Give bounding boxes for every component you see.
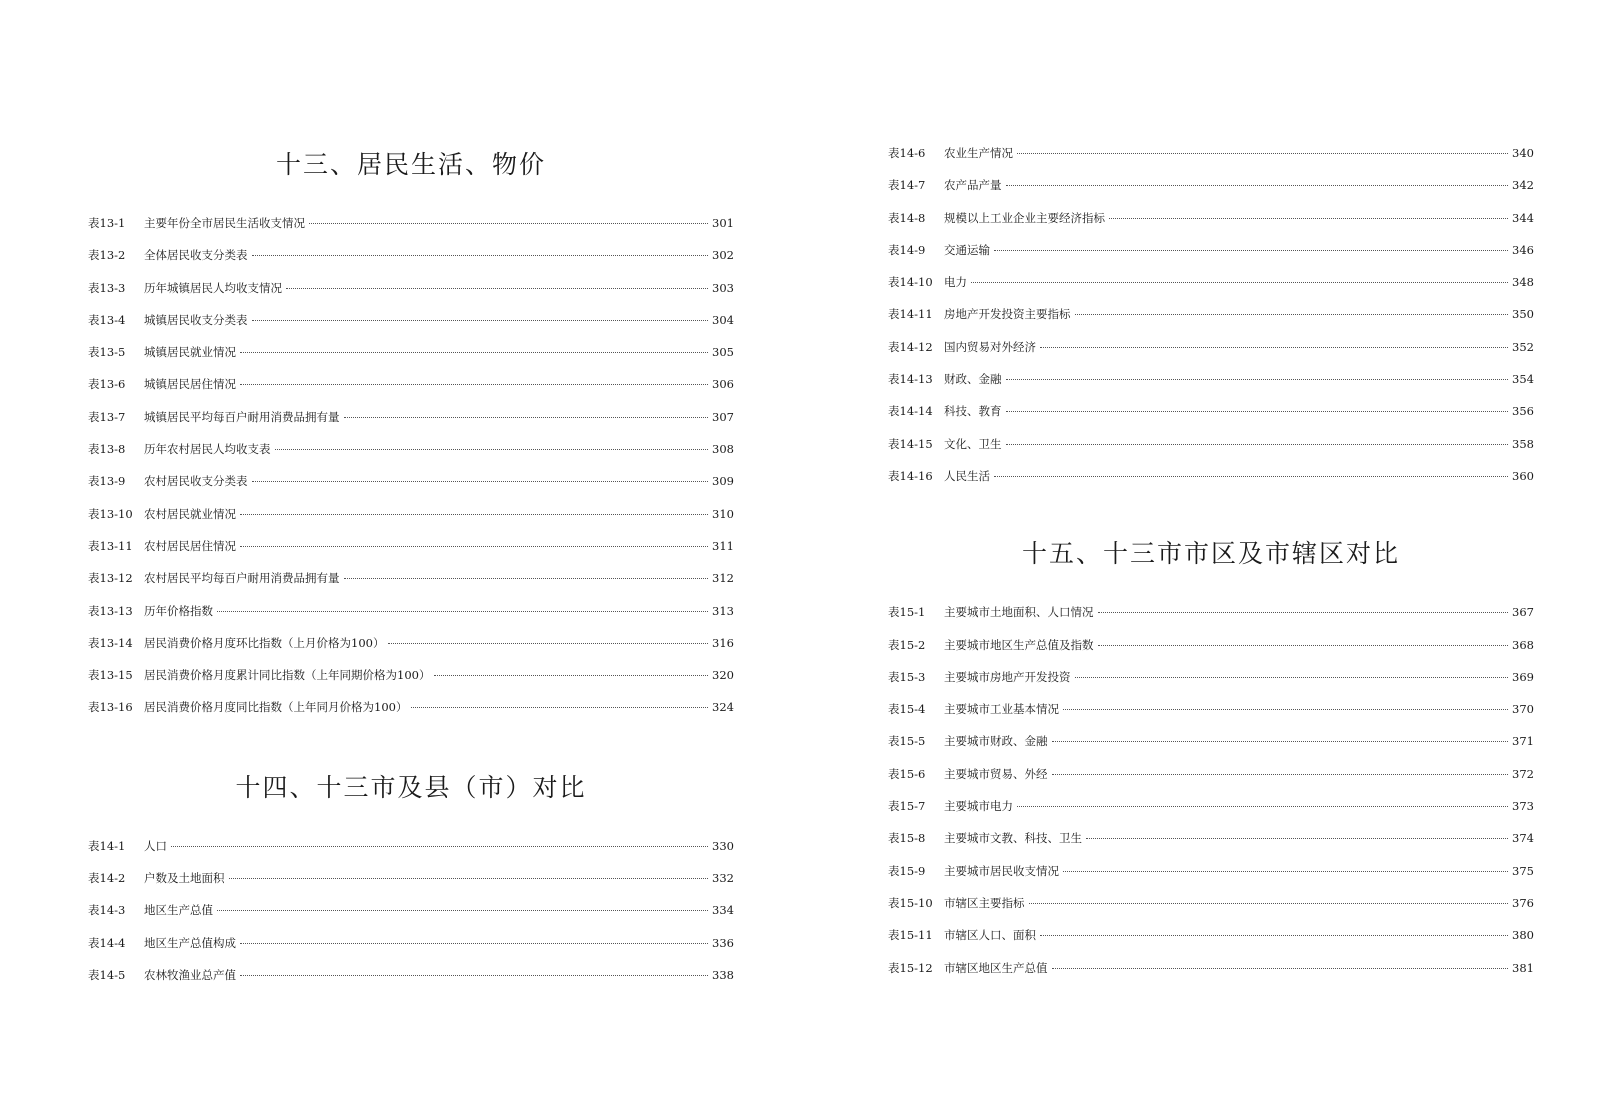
toc-entry-code: 表15-8 xyxy=(888,831,926,846)
toc-entry[interactable] xyxy=(888,830,1534,862)
toc-entry-title: 主要城市电力 xyxy=(944,799,1013,814)
toc-entry[interactable] xyxy=(888,403,1534,435)
toc-dot-leader xyxy=(286,288,708,289)
toc-entry-title: 地区生产总值构成 xyxy=(144,935,236,950)
toc-entry-code: 表15-4 xyxy=(888,702,926,717)
toc-dot-leader xyxy=(434,675,708,676)
toc-entry-title: 主要城市房地产开发投资 xyxy=(944,669,1071,684)
toc-dot-leader xyxy=(344,578,709,579)
toc-entry[interactable] xyxy=(88,870,734,902)
toc-dot-leader xyxy=(1040,935,1508,936)
toc-entry-page-number: 360 xyxy=(1512,468,1534,483)
toc-entry-title: 农业生产情况 xyxy=(944,146,1013,160)
toc-entry[interactable] xyxy=(88,603,734,635)
toc-entry-code: 表13-8 xyxy=(88,442,126,457)
toc-entry-title: 主要城市贸易、外经 xyxy=(944,766,1048,781)
toc-entry-title: 城镇居民收支分类表 xyxy=(144,312,248,327)
toc-entry-title: 电力 xyxy=(944,275,967,290)
toc-list-13 xyxy=(88,215,734,732)
toc-entry-code: 表14-1 xyxy=(88,838,126,853)
toc-entry-title: 农村居民收支分类表 xyxy=(144,474,248,489)
toc-entry-title: 主要城市居民收支情况 xyxy=(944,863,1059,878)
toc-entry-page-number: 372 xyxy=(1512,766,1534,781)
toc-entry-page-number: 336 xyxy=(712,935,734,950)
toc-entry-page-number: 376 xyxy=(1512,895,1534,910)
toc-entry-code: 表15-2 xyxy=(888,637,926,652)
toc-entry-page-number: 324 xyxy=(712,700,734,715)
toc-dot-leader xyxy=(1040,347,1508,348)
toc-entry-code: 表14-16 xyxy=(888,468,933,483)
toc-entry[interactable] xyxy=(888,960,1534,992)
toc-dot-leader xyxy=(240,514,708,515)
toc-entry-page-number: 358 xyxy=(1512,436,1534,451)
toc-entry-code: 表14-5 xyxy=(88,967,126,982)
toc-entry-page-number: 356 xyxy=(1512,404,1534,419)
toc-entry-code: 表13-11 xyxy=(88,538,133,553)
toc-dot-leader xyxy=(411,707,708,708)
toc-entry-title: 人民生活 xyxy=(944,468,990,483)
toc-dot-leader xyxy=(1098,645,1509,646)
toc-entry-code: 表14-3 xyxy=(88,903,126,918)
toc-list-14-right xyxy=(888,145,1534,500)
toc-entry-code: 表13-1 xyxy=(88,216,126,230)
toc-entry[interactable] xyxy=(88,570,734,602)
section-title-15: 十五、十三市市区及市辖区对比 xyxy=(1021,539,1400,569)
toc-entry[interactable] xyxy=(888,210,1534,242)
toc-dot-leader xyxy=(309,223,708,224)
toc-entry-page-number: 303 xyxy=(712,280,734,295)
toc-entry-page-number: 374 xyxy=(1512,831,1534,846)
toc-entry-code: 表15-9 xyxy=(888,863,926,878)
toc-entry[interactable] xyxy=(88,699,734,731)
toc-entry[interactable] xyxy=(888,637,1534,669)
toc-dot-leader xyxy=(240,943,708,944)
toc-entry-code: 表14-4 xyxy=(88,935,126,950)
toc-entry-page-number: 371 xyxy=(1512,734,1534,749)
section-title-13: 十三、居民生活、物价 xyxy=(275,150,546,179)
left-page xyxy=(88,145,734,999)
toc-entry[interactable] xyxy=(888,895,1534,927)
toc-entry-code: 表15-1 xyxy=(888,605,926,620)
toc-entry-title: 居民消费价格月度环比指数（上月价格为100） xyxy=(144,635,385,650)
toc-dot-leader xyxy=(1086,838,1508,839)
toc-entry[interactable] xyxy=(888,145,1534,177)
toc-entry-title: 财政、金融 xyxy=(944,372,1002,387)
toc-dot-leader xyxy=(1006,411,1509,412)
toc-entry-page-number: 334 xyxy=(712,903,734,918)
toc-entry-page-number: 332 xyxy=(712,871,734,886)
section-title-14: 十四、十三市及县（市）对比 xyxy=(235,772,587,802)
toc-entry-title: 科技、教育 xyxy=(944,404,1002,419)
toc-entry-page-number: 302 xyxy=(712,248,734,263)
toc-entry-page-number: 308 xyxy=(712,442,734,457)
toc-entry-title: 农产品产量 xyxy=(944,178,1002,193)
toc-entry-code: 表15-10 xyxy=(888,895,933,910)
toc-entry[interactable] xyxy=(888,242,1534,274)
toc-entry-title: 居民消费价格月度累计同比指数（上年同期价格为100） xyxy=(144,668,431,683)
toc-entry-code: 表14-9 xyxy=(888,242,926,257)
toc-entry-code: 表15-5 xyxy=(888,734,926,749)
toc-dot-leader xyxy=(240,546,708,547)
toc-entry-code: 表13-9 xyxy=(88,474,126,489)
toc-entry-title: 农林牧渔业总产值 xyxy=(144,967,236,982)
toc-entry[interactable] xyxy=(88,376,734,408)
toc-dot-leader xyxy=(240,384,708,385)
toc-entry[interactable] xyxy=(888,468,1534,500)
toc-entry-code: 表14-14 xyxy=(888,404,933,419)
toc-entry-page-number: 373 xyxy=(1512,799,1534,814)
toc-entry-page-number: 381 xyxy=(1512,960,1534,975)
toc-entry[interactable] xyxy=(888,339,1534,371)
toc-dot-leader xyxy=(1052,774,1509,775)
toc-entry[interactable] xyxy=(888,927,1534,959)
toc-dot-leader xyxy=(217,611,708,612)
toc-entry[interactable] xyxy=(888,274,1534,306)
toc-dot-leader xyxy=(1098,612,1509,613)
toc-dot-leader xyxy=(1006,185,1509,186)
toc-entry[interactable] xyxy=(888,436,1534,468)
toc-entry-title: 规模以上工业企业主要经济指标 xyxy=(944,210,1105,225)
toc-dot-leader xyxy=(252,320,709,321)
toc-entry[interactable] xyxy=(88,667,734,699)
toc-entry[interactable] xyxy=(88,967,734,999)
toc-entry-code: 表14-7 xyxy=(888,178,926,193)
toc-dot-leader xyxy=(1006,379,1509,380)
toc-entry[interactable] xyxy=(888,766,1534,798)
toc-entry-code: 表13-4 xyxy=(88,312,126,327)
toc-entry-code: 表14-15 xyxy=(888,436,933,451)
toc-entry-page-number: 368 xyxy=(1512,637,1534,652)
toc-entry-title: 农村居民就业情况 xyxy=(144,506,236,521)
toc-entry-code: 表14-2 xyxy=(88,871,126,886)
toc-entry-page-number: 316 xyxy=(712,635,734,650)
toc-entry-code: 表15-6 xyxy=(888,766,926,781)
toc-entry-code: 表13-3 xyxy=(88,280,126,295)
toc-list-15 xyxy=(888,604,1534,992)
toc-entry[interactable] xyxy=(88,538,734,570)
toc-entry[interactable] xyxy=(88,473,734,505)
toc-entry-code: 表13-2 xyxy=(88,248,126,263)
toc-entry-code: 表13-10 xyxy=(88,506,133,521)
toc-dot-leader xyxy=(240,352,708,353)
toc-dot-leader xyxy=(1029,903,1509,904)
toc-dot-leader xyxy=(971,282,1508,283)
toc-dot-leader xyxy=(229,878,709,879)
toc-entry-code: 表14-6 xyxy=(888,146,926,160)
toc-entry-title: 城镇居民平均每百户耐用消费品拥有量 xyxy=(144,409,340,424)
toc-entry-page-number: 306 xyxy=(712,377,734,392)
toc-entry-title: 主要城市文教、科技、卫生 xyxy=(944,831,1082,846)
toc-entry-code: 表13-13 xyxy=(88,603,133,618)
toc-entry-page-number: 380 xyxy=(1512,928,1534,943)
toc-dot-leader xyxy=(388,643,708,644)
toc-entry[interactable] xyxy=(88,635,734,667)
toc-entry-code: 表15-12 xyxy=(888,960,933,975)
toc-dot-leader xyxy=(1063,871,1508,872)
toc-dot-leader xyxy=(252,255,709,256)
toc-entry-page-number: 348 xyxy=(1512,275,1534,290)
toc-entry-page-number: 311 xyxy=(712,538,734,553)
toc-entry-page-number: 312 xyxy=(712,571,734,586)
toc-entry-title: 国内贸易对外经济 xyxy=(944,339,1036,354)
toc-dot-leader xyxy=(1017,153,1508,154)
toc-dot-leader xyxy=(217,910,708,911)
toc-entry-code: 表14-10 xyxy=(888,275,933,290)
toc-entry[interactable] xyxy=(888,604,1534,636)
toc-entry-title: 主要城市土地面积、人口情况 xyxy=(944,605,1094,620)
toc-entry-title: 市辖区人口、面积 xyxy=(944,928,1036,943)
toc-entry-page-number: 313 xyxy=(712,603,734,618)
toc-entry-code: 表13-7 xyxy=(88,409,126,424)
toc-dot-leader xyxy=(252,481,709,482)
toc-entry-code: 表15-11 xyxy=(888,928,933,943)
toc-entry[interactable] xyxy=(888,306,1534,338)
toc-entry-code: 表13-6 xyxy=(88,377,126,392)
toc-dot-leader xyxy=(1075,677,1509,678)
toc-entry-title: 主要城市财政、金融 xyxy=(944,734,1048,749)
toc-entry[interactable] xyxy=(88,409,734,441)
toc-entry-title: 城镇居民就业情况 xyxy=(144,345,236,360)
toc-entry-title: 全体居民收支分类表 xyxy=(144,248,248,263)
toc-entry-page-number: 301 xyxy=(712,216,734,230)
toc-entry-page-number: 340 xyxy=(1512,146,1534,160)
toc-entry[interactable] xyxy=(88,344,734,376)
toc-entry-code: 表13-16 xyxy=(88,700,133,715)
toc-entry-code: 表13-15 xyxy=(88,668,133,683)
toc-entry-title: 人口 xyxy=(144,838,167,853)
toc-entry-code: 表13-5 xyxy=(88,345,126,360)
toc-entry-title: 居民消费价格月度同比指数（上年同月价格为100） xyxy=(144,700,408,715)
toc-list-14-left xyxy=(88,838,734,999)
toc-entry-code: 表14-13 xyxy=(888,372,933,387)
toc-entry[interactable] xyxy=(888,863,1534,895)
toc-entry-page-number: 304 xyxy=(712,312,734,327)
toc-entry-page-number: 330 xyxy=(712,838,734,853)
toc-entry[interactable] xyxy=(88,838,734,870)
toc-dot-leader xyxy=(1006,444,1509,445)
toc-dot-leader xyxy=(1109,218,1508,219)
toc-entry-title: 交通运输 xyxy=(944,242,990,257)
toc-entry-page-number: 370 xyxy=(1512,702,1534,717)
toc-entry-code: 表14-11 xyxy=(888,307,933,322)
toc-entry-page-number: 307 xyxy=(712,409,734,424)
toc-entry[interactable] xyxy=(888,371,1534,403)
toc-entry-page-number: 354 xyxy=(1512,372,1534,387)
toc-entry[interactable] xyxy=(888,669,1534,701)
toc-entry[interactable] xyxy=(888,701,1534,733)
toc-dot-leader xyxy=(994,250,1508,251)
toc-entry-code: 表14-12 xyxy=(888,339,933,354)
toc-entry-code: 表15-7 xyxy=(888,799,926,814)
toc-entry-title: 主要城市地区生产总值及指数 xyxy=(944,637,1094,652)
toc-entry-page-number: 369 xyxy=(1512,669,1534,684)
toc-dot-leader xyxy=(344,417,709,418)
toc-entry-page-number: 344 xyxy=(1512,210,1534,225)
toc-entry-title: 市辖区地区生产总值 xyxy=(944,960,1048,975)
toc-entry-code: 表14-8 xyxy=(888,210,926,225)
toc-dot-leader xyxy=(1052,968,1509,969)
toc-entry-title: 市辖区主要指标 xyxy=(944,895,1025,910)
toc-entry[interactable] xyxy=(88,215,734,247)
toc-entry-code: 表15-3 xyxy=(888,669,926,684)
toc-entry[interactable] xyxy=(88,935,734,967)
toc-entry[interactable] xyxy=(88,506,734,538)
toc-entry-title: 地区生产总值 xyxy=(144,903,213,918)
toc-dot-leader xyxy=(171,846,708,847)
toc-entry[interactable] xyxy=(88,312,734,344)
toc-entry-page-number: 342 xyxy=(1512,178,1534,193)
toc-entry[interactable] xyxy=(88,280,734,312)
toc-entry-page-number: 367 xyxy=(1512,605,1534,620)
toc-dot-leader xyxy=(994,476,1508,477)
toc-entry-page-number: 309 xyxy=(712,474,734,489)
toc-entry-title: 主要年份全市居民生活收支情况 xyxy=(144,216,305,230)
toc-entry-title: 城镇居民居住情况 xyxy=(144,377,236,392)
toc-entry-code: 表13-12 xyxy=(88,571,133,586)
toc-dot-leader xyxy=(1063,709,1508,710)
toc-dot-leader xyxy=(240,975,708,976)
toc-entry-title: 农村居民平均每百户耐用消费品拥有量 xyxy=(144,571,340,586)
toc-entry-title: 历年价格指数 xyxy=(144,603,213,618)
toc-entry-page-number: 320 xyxy=(712,668,734,683)
toc-entry-title: 户数及土地面积 xyxy=(144,871,225,886)
toc-entry-page-number: 346 xyxy=(1512,242,1534,257)
toc-entry-page-number: 375 xyxy=(1512,863,1534,878)
toc-dot-leader xyxy=(1052,741,1509,742)
toc-entry-title: 房地产开发投资主要指标 xyxy=(944,307,1071,322)
toc-entry-title: 文化、卫生 xyxy=(944,436,1002,451)
right-page xyxy=(888,145,1534,992)
toc-entry-page-number: 352 xyxy=(1512,339,1534,354)
toc-entry[interactable] xyxy=(888,177,1534,209)
toc-entry-page-number: 305 xyxy=(712,345,734,360)
toc-entry-page-number: 338 xyxy=(712,967,734,982)
toc-dot-leader xyxy=(1017,806,1508,807)
toc-entry[interactable] xyxy=(88,902,734,934)
toc-entry[interactable] xyxy=(88,441,734,473)
toc-entry-title: 主要城市工业基本情况 xyxy=(944,702,1059,717)
toc-dot-leader xyxy=(275,449,709,450)
toc-entry-page-number: 310 xyxy=(712,506,734,521)
toc-entry-page-number: 350 xyxy=(1512,307,1534,322)
toc-entry[interactable] xyxy=(888,733,1534,765)
toc-entry-title: 农村居民居住情况 xyxy=(144,538,236,553)
toc-entry[interactable] xyxy=(88,247,734,279)
toc-entry-title: 历年城镇居民人均收支情况 xyxy=(144,280,282,295)
toc-dot-leader xyxy=(1075,314,1509,315)
toc-entry[interactable] xyxy=(888,798,1534,830)
toc-entry-code: 表13-14 xyxy=(88,635,133,650)
toc-entry-title: 历年农村居民人均收支表 xyxy=(144,442,271,457)
